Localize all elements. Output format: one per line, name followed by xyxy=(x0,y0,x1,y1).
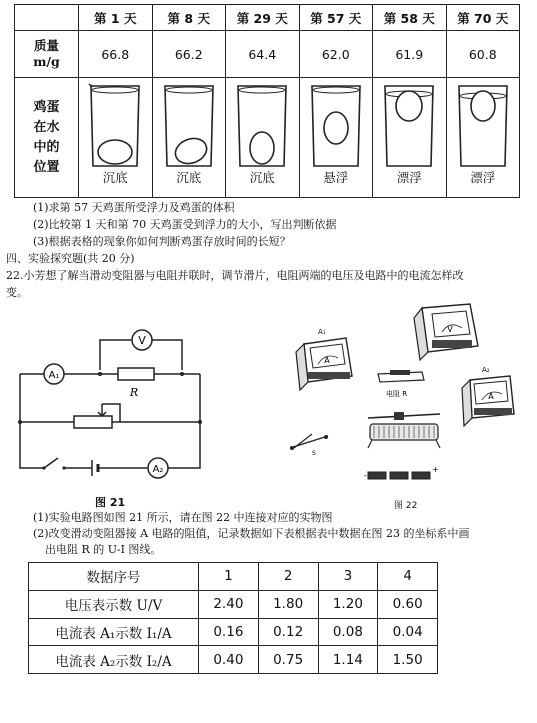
mass-value: 61.9 xyxy=(373,31,447,78)
beaker-egg-bottom-icon xyxy=(83,80,147,170)
subquestion-line: 出电阻 R 的 U-I 图线。 xyxy=(45,543,162,556)
position-label: 沉底 xyxy=(102,170,128,186)
egg-cell xyxy=(373,78,447,198)
voltage-row xyxy=(29,590,438,618)
data-cell: 0.16 xyxy=(199,618,259,646)
data-cell: 1.80 xyxy=(258,590,318,618)
beaker-egg-suspended-icon xyxy=(304,80,368,170)
mass-row-label: 质量 m/g xyxy=(15,31,79,78)
egg-cell xyxy=(446,78,520,198)
subquestion-line: (1)实验电路图如图 21 所示，请在图 22 中连接对应的实物图 xyxy=(33,511,333,524)
day-header: 第 70 天 xyxy=(446,5,520,31)
data-cell: 0.12 xyxy=(258,618,318,646)
egg-observation-table xyxy=(14,4,520,198)
current-a2-row xyxy=(29,646,438,674)
question-line: (2)比较第 1 天和第 70 天鸡蛋受到浮力的大小，写出判断依据 xyxy=(33,218,337,231)
row-label: 电流表 A₂示数 I₂/A xyxy=(29,646,199,674)
svg-text:A: A xyxy=(324,356,330,365)
resistor-device-icon xyxy=(378,370,424,382)
fig22-switch-label: S xyxy=(312,450,316,457)
egg-cell xyxy=(299,78,373,198)
position-label: 漂浮 xyxy=(470,170,496,186)
apparatus-figure xyxy=(282,300,522,495)
question-line: (3)根据表格的现象你如何判断鸡蛋存放时间的长短？ xyxy=(33,235,291,248)
mass-row xyxy=(15,31,520,78)
data-header-cell: 4 xyxy=(378,563,438,591)
figure-21-caption: 图 21 xyxy=(95,496,126,509)
day-header: 第 1 天 xyxy=(79,5,153,31)
switch-device-icon xyxy=(290,434,328,450)
fig22-resistor-label: 电阻 R xyxy=(386,390,408,398)
data-table-header-row xyxy=(29,563,438,591)
egg-table-header-row xyxy=(15,5,520,31)
data-cell: 2.40 xyxy=(199,590,259,618)
battery-pack-icon xyxy=(364,465,439,480)
question-stem: 变。 xyxy=(6,286,28,299)
question-stem: 22.小芳想了解当滑动变阻器与电阻并联时，调节滑片，电阻两端的电压及电路中的电流怎样改 xyxy=(6,269,464,282)
beaker-egg-bottom-tilted-icon xyxy=(157,80,221,170)
data-cell: 0.75 xyxy=(258,646,318,674)
circuit-diagram xyxy=(8,318,208,490)
svg-text:-: - xyxy=(364,471,367,480)
position-label: 沉底 xyxy=(176,170,202,186)
position-row xyxy=(15,78,520,198)
voltmeter-label: V xyxy=(138,334,146,347)
ammeter-a2-device-icon xyxy=(462,376,514,426)
mass-value: 62.0 xyxy=(299,31,373,78)
current-a1-row xyxy=(29,618,438,646)
ammeter-a1-device-icon xyxy=(296,338,352,390)
day-header: 第 8 天 xyxy=(152,5,226,31)
data-cell: 0.60 xyxy=(378,590,438,618)
mass-value: 64.4 xyxy=(226,31,300,78)
figure-22-caption: 图 22 xyxy=(394,501,418,511)
position-label: 漂浮 xyxy=(396,170,422,186)
data-header-cell: 2 xyxy=(258,563,318,591)
egg-cell xyxy=(152,78,226,198)
data-cell: 1.14 xyxy=(318,646,378,674)
resistor-label: R xyxy=(129,386,139,399)
egg-cell xyxy=(226,78,300,198)
position-label: 悬浮 xyxy=(323,170,349,186)
mass-value: 60.8 xyxy=(446,31,520,78)
data-header-cell: 1 xyxy=(199,563,259,591)
data-header-cell: 数据序号 xyxy=(29,563,199,591)
data-cell: 1.50 xyxy=(378,646,438,674)
svg-text:A: A xyxy=(488,392,494,401)
row-label: 电流表 A₁示数 I₁/A xyxy=(29,618,199,646)
beaker-egg-floating-icon xyxy=(451,80,515,170)
data-cell: 0.04 xyxy=(378,618,438,646)
svg-text:+: + xyxy=(432,465,439,474)
data-cell: 0.40 xyxy=(199,646,259,674)
day-header: 第 29 天 xyxy=(226,5,300,31)
measurement-data-table xyxy=(28,562,438,674)
data-cell: 1.20 xyxy=(318,590,378,618)
day-header: 第 57 天 xyxy=(299,5,373,31)
question-line: (1)求第 57 天鸡蛋所受浮力及鸡蛋的体积 xyxy=(33,201,235,214)
voltmeter-device-icon xyxy=(414,304,478,360)
position-row-label: 鸡蛋 在水 中的 位置 xyxy=(15,78,79,198)
egg-cell xyxy=(79,78,153,198)
egg-table-corner xyxy=(15,5,79,31)
row-label: 电压表示数 U/V xyxy=(29,590,199,618)
mass-value: 66.2 xyxy=(152,31,226,78)
fig22-a1-label: A₁ xyxy=(318,328,326,336)
day-header: 第 58 天 xyxy=(373,5,447,31)
subquestion-line: (2)改变滑动变阻器接 A 电路的阻值，记录数据如下表根据表中数据在图 23 的坐标系中画 xyxy=(33,527,470,540)
fig22-a2-label: A₂ xyxy=(482,366,490,374)
position-label: 沉底 xyxy=(249,170,275,186)
data-header-cell: 3 xyxy=(318,563,378,591)
beaker-egg-upright-icon xyxy=(230,80,294,170)
beaker-egg-floating-icon xyxy=(377,80,441,170)
mass-value: 66.8 xyxy=(79,31,153,78)
svg-text:V: V xyxy=(447,325,453,334)
data-cell: 0.08 xyxy=(318,618,378,646)
ammeter-a1-label: A₁ xyxy=(48,370,60,381)
rheostat-device-icon xyxy=(368,412,440,448)
section-title: 四、实验探究题(共 20 分) xyxy=(6,252,135,265)
ammeter-a2-label: A₂ xyxy=(152,464,164,475)
